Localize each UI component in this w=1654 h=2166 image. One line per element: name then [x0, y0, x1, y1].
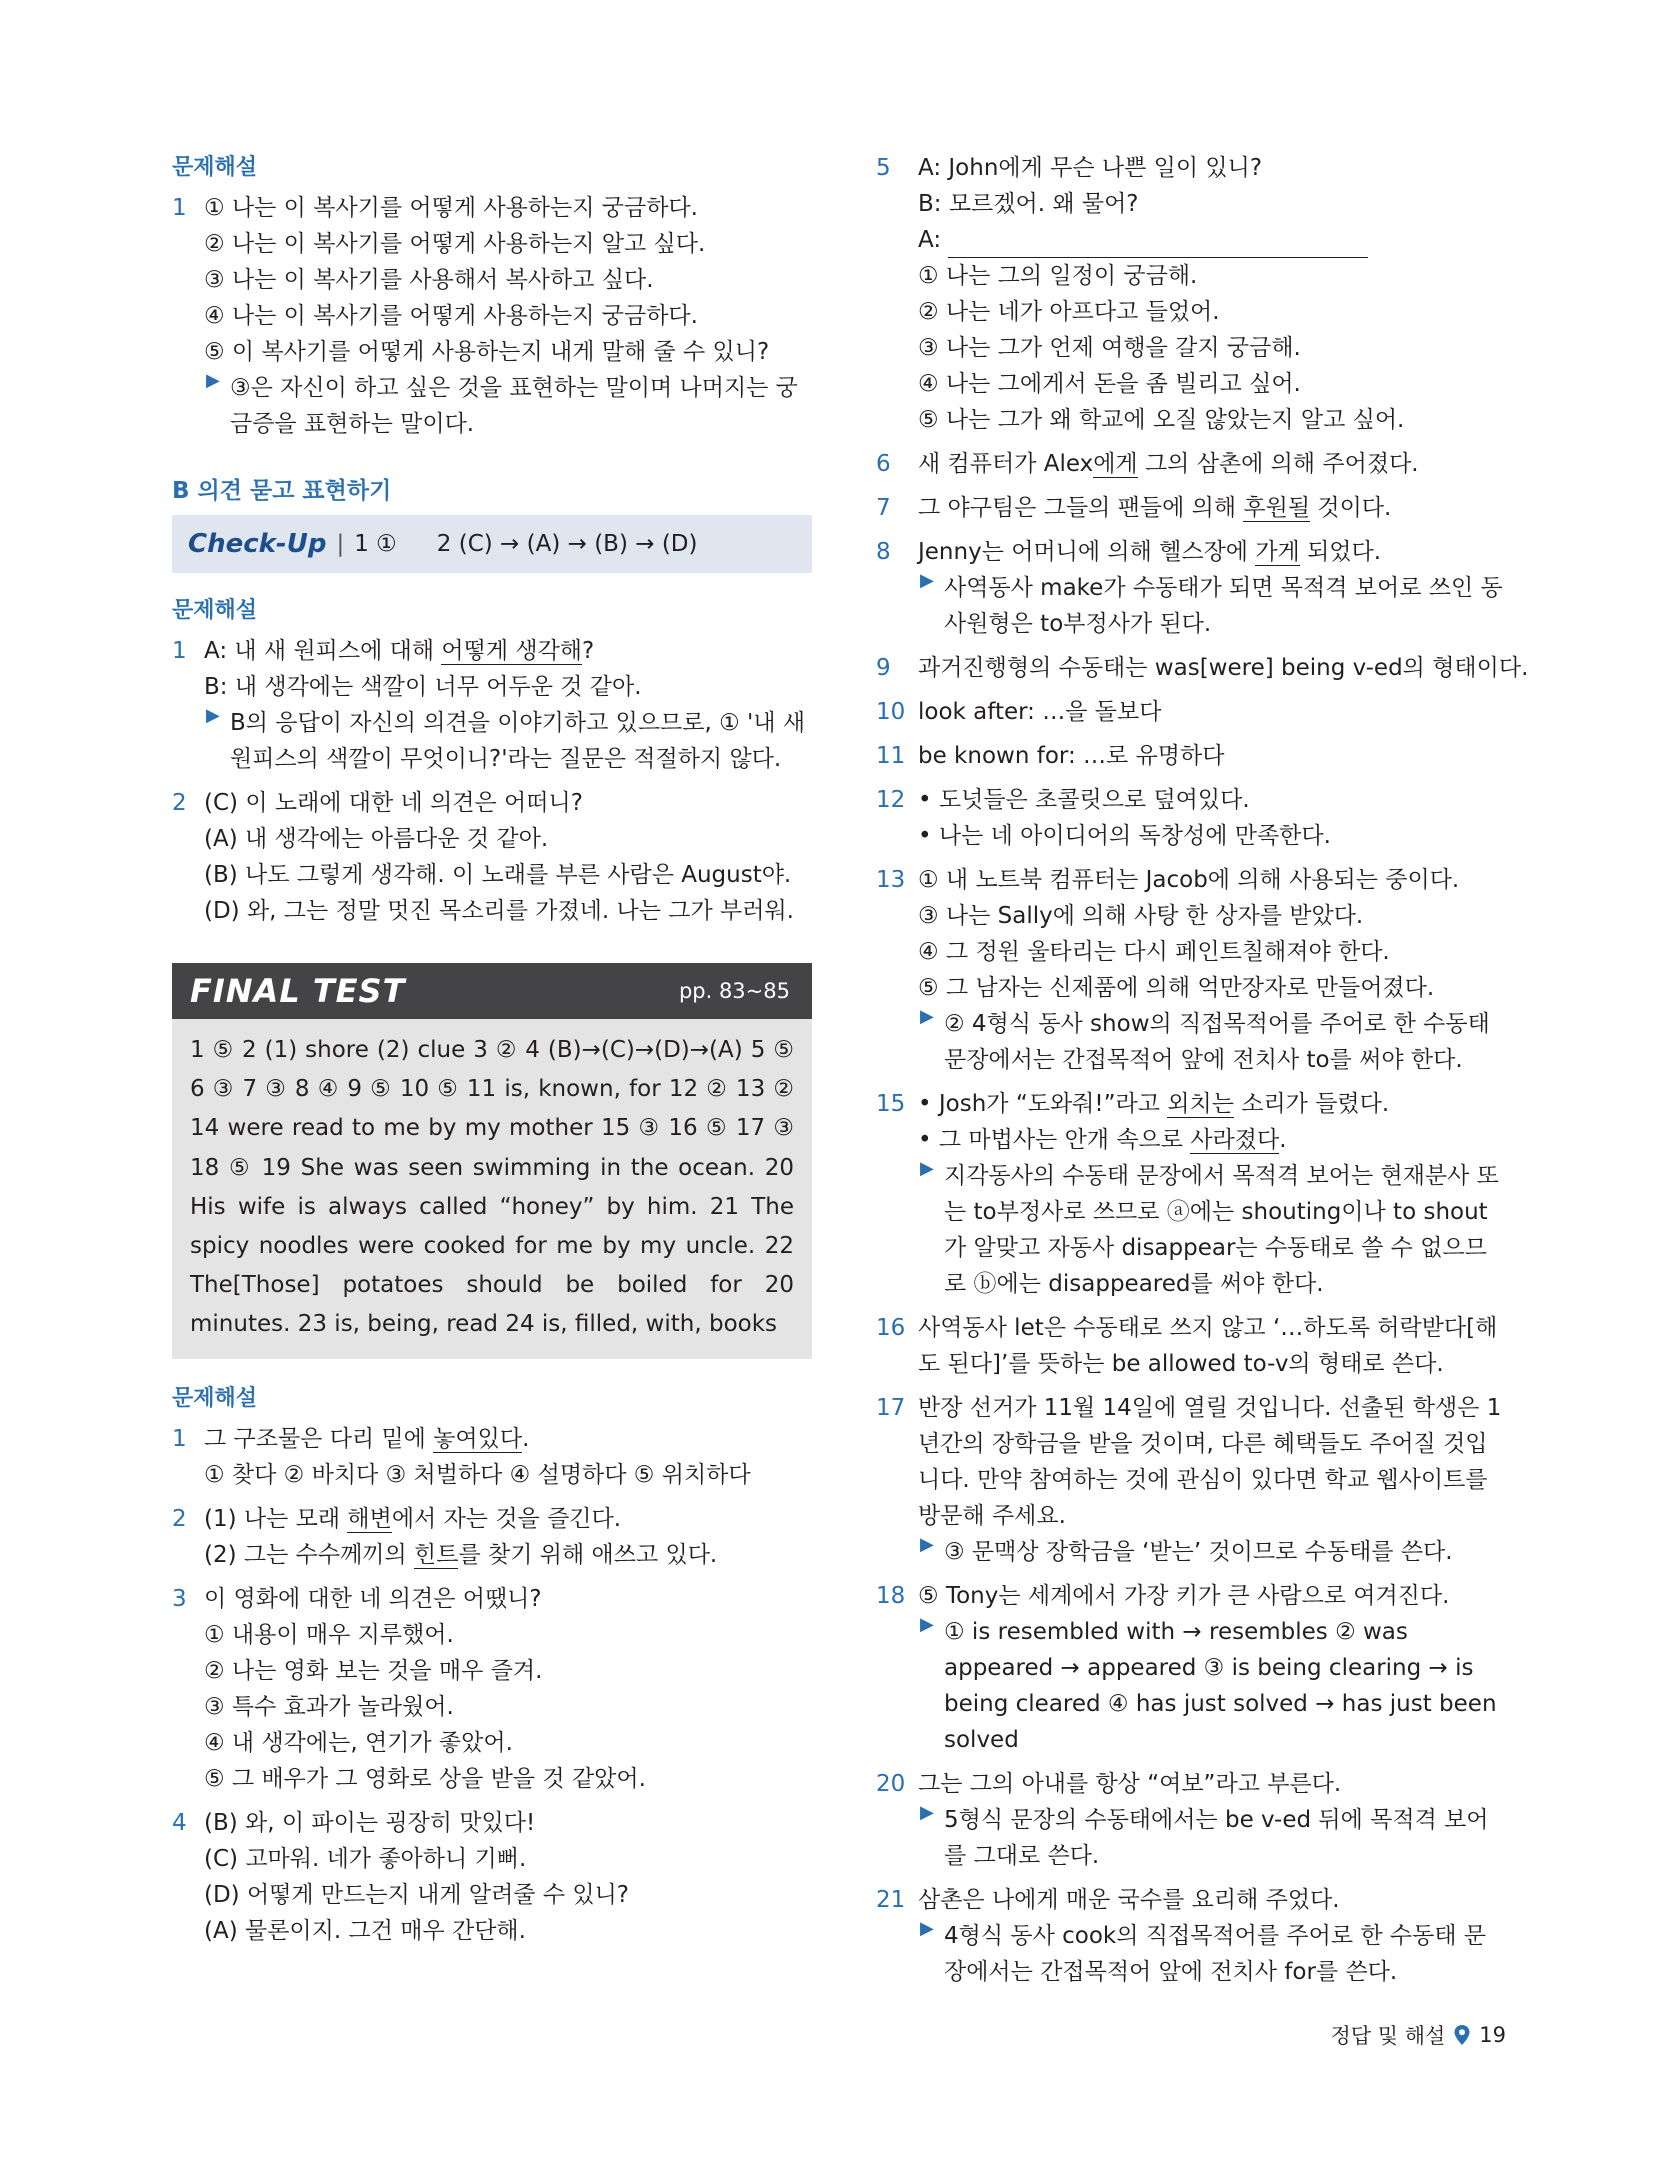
- answer-item: [172, 1805, 812, 1949]
- item-number: 1: [172, 1425, 187, 1452]
- final-test-title: FINAL TEST: [190, 972, 406, 1010]
- answer-blank: [948, 231, 1368, 258]
- item-number: 6: [876, 451, 891, 477]
- answer-item: [876, 1086, 1506, 1302]
- item-line: ④ 나는 이 복사기를 어떻게 사용하는지 궁금하다.: [204, 303, 698, 329]
- item-line: 새 컴퓨터가 Alex에게 그의 삼촌에 의해 주어졌다.: [918, 451, 1419, 477]
- explanation-note: ▶ 4형식 동사 cook의 직접목적어를 주어로 한 수동태 문장에서는 간접목적어 앞에 전치사 for를 쓴다.: [920, 1918, 1487, 1985]
- item-line: A: 내 새 원피스에 대해 어떻게 생각해?: [204, 638, 595, 664]
- item-number: 3: [172, 1585, 187, 1612]
- footer-text: 정답 및 해설: [1330, 2024, 1446, 2048]
- item-line: ③ 특수 효과가 놀라웠어.: [204, 1693, 454, 1720]
- item-number: 2: [172, 1505, 187, 1532]
- explanation-note: ▶ 5형식 문장의 수동태에서는 be v-ed 뒤에 목적격 보어를 그대로 쓴다.: [920, 1802, 1489, 1869]
- checkup-answer-1: 1 ①: [354, 531, 397, 557]
- item-text: 반장 선거가 11월 14일에 열릴 것입니다. 선출된 학생은 1년간의 장학금을 받을 것이며, 다른 혜택들도 주어질 것입니다. 만약 참여하는 것에 관심이 있다면 학교 웹사이트를 방문해 주세요.: [918, 1395, 1502, 1529]
- item-number: 5: [876, 155, 891, 181]
- explanation-note: ▶ 지각동사의 수동태 문장에서 목적격 보어는 현재분사 또는 to부정사로 쓰므로 ⓐ에는 shouting이나 to shout가 알맞고 자동사 disappear는 수동태로 쓸 수 없으므로 ⓑ에는 disappeared를 써야 한다.: [920, 1158, 1499, 1297]
- item-line: 과거진행형의 수동태는 was[were] being v-ed의 형태이다.: [918, 655, 1529, 681]
- answer-item: [172, 1501, 812, 1573]
- item-line: A:: [918, 222, 1506, 258]
- item-line: 이 영화에 대한 네 의견은 어땠니?: [204, 1585, 542, 1612]
- answer-item: [876, 782, 1506, 854]
- item-line: ③ 나는 Sally에 의해 사탕 한 상자를 받았다.: [918, 903, 1364, 929]
- item-line: (1) 나는 모래 해변에서 자는 것을 즐긴다.: [204, 1505, 622, 1532]
- item-line: ④ 나는 그에게서 돈을 좀 빌리고 싶어.: [918, 371, 1301, 397]
- item-number: 11: [876, 743, 906, 769]
- explanation-note: ▶ ① is resembled with → resembles ② was appeared → appeared ③ is being clearing → is being cleared ④ has just solved → has just been solved: [920, 1614, 1497, 1753]
- answer-item: [876, 1766, 1506, 1874]
- answer-item: [876, 650, 1529, 686]
- answer-item: [172, 785, 812, 929]
- answer-item: [876, 534, 1506, 642]
- item-line: ① 나는 그의 일정이 궁금해.: [918, 263, 1198, 289]
- answer-item: [876, 1310, 1506, 1382]
- checkup-label: Check-Up: [188, 529, 327, 559]
- item-number: 7: [876, 495, 891, 521]
- right-column: [876, 150, 1529, 1998]
- item-line: 그 야구팀은 그들의 팬들에 의해 후원될 것이다.: [918, 495, 1392, 521]
- item-line: (2) 그는 수수께끼의 힌트를 찾기 위해 애쓰고 있다.: [204, 1541, 718, 1568]
- triangle-bullet-icon: ▶: [920, 1802, 934, 1823]
- answer-item: [172, 1421, 812, 1493]
- answer-item: [172, 633, 812, 777]
- item-number: 2: [172, 790, 187, 816]
- item-line: B: 모르겠어. 왜 물어?: [918, 191, 1139, 217]
- page-footer: [1330, 2020, 1506, 2050]
- item-line: 삼촌은 나에게 매운 국수를 요리해 주었다.: [918, 1887, 1340, 1913]
- item-line: (D) 와, 그는 정말 멋진 목소리를 가졌네. 나는 그가 부러워.: [204, 898, 794, 924]
- item-line: ⑤ 그 배우가 그 영화로 상을 받을 것 같았어.: [204, 1765, 646, 1792]
- item-line: look after: …을 돌보다: [918, 699, 1162, 725]
- item-number: 4: [172, 1809, 187, 1836]
- item-line: ① 찾다 ② 바치다 ③ 처벌하다 ④ 설명하다 ⑤ 위치하다: [204, 1461, 751, 1488]
- triangle-bullet-icon: ▶: [920, 1614, 934, 1635]
- item-line: 그는 그의 아내를 항상 “여보”라고 부른다.: [918, 1771, 1342, 1797]
- triangle-bullet-icon: ▶: [206, 705, 220, 726]
- triangle-bullet-icon: ▶: [920, 1534, 934, 1555]
- item-number: 20: [876, 1771, 906, 1797]
- item-line: 그 구조물은 다리 밑에 놓여있다.: [204, 1425, 530, 1452]
- section-label: 문제해설: [172, 155, 258, 180]
- page-number: 19: [1479, 2023, 1506, 2047]
- answer-item: [876, 862, 1506, 1078]
- item-line: (A) 물론이지. 그건 매우 간단해.: [204, 1917, 526, 1944]
- item-line: Jenny는 어머니에 의해 헬스장에 가게 되었다.: [918, 539, 1382, 565]
- item-line: ① 나는 이 복사기를 어떻게 사용하는지 궁금하다.: [204, 195, 698, 221]
- item-line: • 나는 네 아이디어의 독창성에 만족한다.: [918, 823, 1331, 849]
- item-line: (B) 나도 그렇게 생각해. 이 노래를 부른 사람은 August야.: [204, 862, 792, 888]
- answer-item: [876, 490, 1506, 526]
- item-line: (B) 와, 이 파이는 굉장히 맛있다!: [204, 1809, 536, 1836]
- left-column: [172, 150, 812, 1957]
- explanation-note: ▶ 사역동사 make가 수동태가 되면 목적격 보어로 쓰인 동사원형은 to부정사가 된다.: [920, 570, 1503, 637]
- item-line: • Josh가 “도와줘!”라고 외치는 소리가 들렸다.: [918, 1091, 1390, 1117]
- item-line: ① 내용이 매우 지루했어.: [204, 1621, 454, 1648]
- triangle-bullet-icon: ▶: [920, 570, 934, 591]
- answer-item: [172, 1581, 812, 1797]
- explanation-note: ▶ ③ 문맥상 장학금을 ‘받는’ 것이므로 수동태를 쓴다.: [920, 1534, 1453, 1565]
- section-label: 문제해설: [172, 1385, 258, 1411]
- item-text: 사역동사 let은 수동태로 쓰지 않고 ‘…하도록 허락받다[해도 된다]’를 뜻하는 be allowed to-v의 형태로 쓴다.: [918, 1315, 1498, 1377]
- section-label: 문제해설: [172, 598, 258, 623]
- answer-item: [876, 1390, 1506, 1570]
- item-line: ③ 나는 그가 언제 여행을 갈지 궁금해.: [918, 335, 1301, 361]
- triangle-bullet-icon: ▶: [920, 1158, 934, 1179]
- item-line: (D) 어떻게 만드는지 내게 알려줄 수 있니?: [204, 1881, 630, 1908]
- item-line: be known for: …로 유명하다: [918, 743, 1225, 769]
- item-line: ⑤ 나는 그가 왜 학교에 오질 않았는지 알고 싶어.: [918, 407, 1405, 433]
- item-line: ④ 내 생각에는, 연기가 좋았어.: [204, 1729, 513, 1756]
- item-line: A: John에게 무슨 나쁜 일이 있니?: [918, 155, 1263, 181]
- checkup-separator: |: [336, 531, 345, 557]
- item-line: • 도넛들은 초콜릿으로 덮여있다.: [918, 787, 1250, 813]
- item-number: 18: [876, 1583, 906, 1609]
- answer-item: [876, 150, 1506, 438]
- item-line: • 그 마법사는 안개 속으로 사라졌다.: [918, 1127, 1287, 1153]
- item-line: ② 나는 이 복사기를 어떻게 사용하는지 알고 싶다.: [204, 231, 706, 257]
- item-line: ⑤ Tony는 세계에서 가장 키가 큰 사람으로 여겨진다.: [918, 1583, 1450, 1609]
- checkup-answer-2: 2 (C) → (A) → (B) → (D): [436, 531, 698, 557]
- item-line: ⑤ 이 복사기를 어떻게 사용하는지 내게 말해 줄 수 있니?: [204, 339, 770, 365]
- item-line: ⑤ 그 남자는 신제품에 의해 억만장자로 만들어졌다.: [918, 975, 1435, 1001]
- explanation-note: ▶ ③은 자신이 하고 싶은 것을 표현하는 말이며 나머지는 궁금증을 표현하는 말이다.: [206, 370, 798, 437]
- item-line: (A) 내 생각에는 아름다운 것 같아.: [204, 826, 549, 852]
- item-number: 16: [876, 1315, 906, 1341]
- checkup-bar: [172, 515, 812, 573]
- item-number: 9: [876, 655, 891, 681]
- explanation-note: ▶ B의 응답이 자신의 의견을 이야기하고 있으므로, ① '내 새 원피스의 색깔이 무엇이니?'라는 질문은 적절하지 않다.: [206, 705, 806, 772]
- answer-item: [876, 738, 1506, 774]
- item-line: B: 내 생각에는 색깔이 너무 어두운 것 같아.: [204, 674, 642, 700]
- answer-item: [876, 1882, 1506, 1990]
- location-pin-icon: [1453, 2024, 1471, 2046]
- answer-item: [876, 446, 1506, 482]
- item-line: ② 나는 영화 보는 것을 매우 즐겨.: [204, 1657, 543, 1684]
- item-number: 10: [876, 699, 906, 725]
- item-line: ③ 나는 이 복사기를 사용해서 복사하고 싶다.: [204, 267, 654, 293]
- item-number: 8: [876, 539, 891, 565]
- answer-item: [172, 190, 812, 442]
- answer-item: [876, 1578, 1506, 1758]
- section-title: B 의견 묻고 표현하기: [172, 478, 392, 504]
- item-line: ② 나는 네가 아프다고 들었어.: [918, 299, 1220, 325]
- item-line: ① 내 노트북 컴퓨터는 Jacob에 의해 사용되는 중이다.: [918, 867, 1460, 893]
- item-number: 1: [172, 638, 187, 664]
- item-number: 17: [876, 1395, 906, 1421]
- final-test-answers: 1 ⑤ 2 (1) shore (2) clue 3 ② 4 (B)→(C)→(D)→(A) 5 ⑤ 6 ③ 7 ③ 8 ④ 9 ⑤ 10 ⑤ 11 is, known, for 12 ② 13 ② 14 were read to me by my mother 15 ③ 16 ⑤ 17 ③ 18 ⑤ 19 She was seen swimming in the ocean. 20 His wife is always called “honey” by him. 21 The spicy noodles were cooked for me by my uncle. 22 The[Those] potatoes should be boiled for 20 minutes. 23 is, being, read 24 is, filled, with, books: [172, 1019, 812, 1359]
- final-test-pages: pp. 83~85: [678, 979, 790, 1003]
- item-number: 21: [876, 1887, 906, 1913]
- item-number: 12: [876, 787, 906, 813]
- triangle-bullet-icon: ▶: [206, 370, 220, 391]
- final-test-header: [172, 963, 812, 1019]
- item-number: 15: [876, 1091, 906, 1117]
- triangle-bullet-icon: ▶: [920, 1918, 934, 1939]
- triangle-bullet-icon: ▶: [920, 1006, 934, 1027]
- explanation-note: ▶ ② 4형식 동사 show의 직접목적어를 주어로 한 수동태 문장에서는 간접목적어 앞에 전치사 to를 써야 한다.: [920, 1006, 1490, 1073]
- answer-item: [876, 694, 1506, 730]
- item-number: 1: [172, 195, 187, 221]
- item-number: 13: [876, 867, 906, 893]
- item-line: (C) 고마워. 네가 좋아하니 기뻐.: [204, 1845, 527, 1872]
- item-line: ④ 그 정원 울타리는 다시 페인트칠해져야 한다.: [918, 939, 1390, 965]
- item-line: (C) 이 노래에 대한 네 의견은 어떠니?: [204, 790, 583, 816]
